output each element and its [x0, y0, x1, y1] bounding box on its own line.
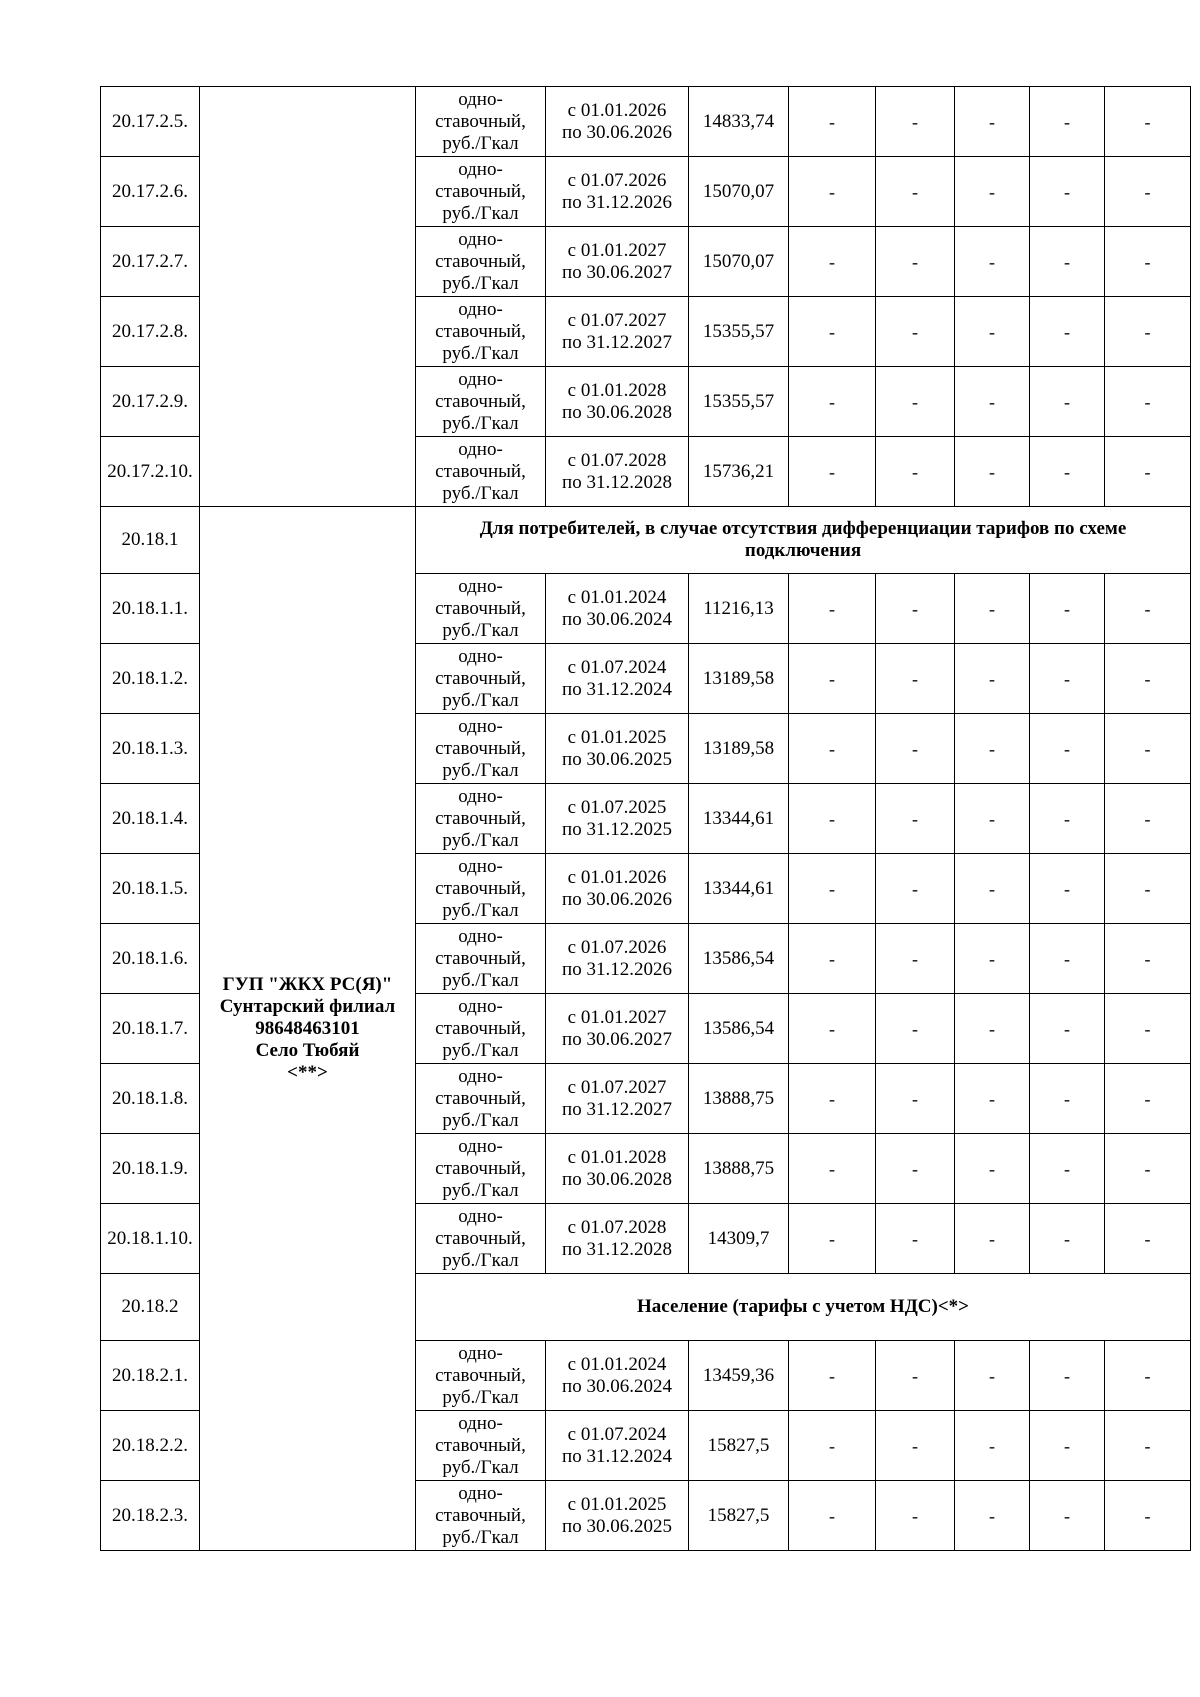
period-from: с 01.01.2025	[567, 726, 667, 748]
tariff-value: 13344,61	[689, 784, 789, 854]
empty-value-dash: -	[1105, 854, 1191, 924]
empty-value-dash: -	[955, 87, 1030, 157]
period-to: по 31.12.2027	[562, 1098, 672, 1120]
empty-value-dash: -	[789, 437, 876, 507]
empty-value-dash: -	[876, 1481, 955, 1551]
empty-value-dash: -	[876, 297, 955, 367]
period-from: с 01.01.2024	[567, 586, 667, 608]
tariff-value: 15355,57	[689, 297, 789, 367]
tariff-value: 13189,58	[689, 714, 789, 784]
row-number: 20.18.1.10.	[101, 1204, 200, 1274]
period-to: по 30.06.2026	[562, 888, 672, 910]
rate-type-line: ставочный,	[435, 250, 526, 272]
period-to: по 30.06.2028	[562, 1168, 672, 1190]
empty-value-dash: -	[876, 157, 955, 227]
rate-type-line: одно-	[458, 575, 503, 597]
organization-line5: <**>	[287, 1061, 328, 1083]
empty-value-dash: -	[1105, 574, 1191, 644]
rate-type-unit: руб./Гкал	[442, 1109, 519, 1131]
tariff-value: 13586,54	[689, 994, 789, 1064]
empty-value-dash: -	[955, 1411, 1030, 1481]
empty-value-dash: -	[1030, 1481, 1105, 1551]
period-from: с 01.07.2026	[567, 169, 667, 191]
tariff-value: 15827,5	[689, 1411, 789, 1481]
empty-value-dash: -	[789, 784, 876, 854]
rate-type-line: одно-	[458, 1412, 503, 1434]
empty-value-dash: -	[789, 1411, 876, 1481]
rate-type-line: ставочный,	[435, 737, 526, 759]
rate-type-line: ставочный,	[435, 1364, 526, 1386]
empty-value-dash: -	[1030, 227, 1105, 297]
rate-type-unit: руб./Гкал	[442, 482, 519, 504]
empty-value-dash: -	[876, 1134, 955, 1204]
rate-type-line: одно-	[458, 1205, 503, 1227]
empty-value-dash: -	[876, 87, 955, 157]
row-number: 20.18.1.4.	[101, 784, 200, 854]
section-header-row	[101, 507, 1191, 574]
empty-value-dash: -	[955, 437, 1030, 507]
empty-value-dash: -	[955, 1134, 1030, 1204]
rate-type-cell	[416, 227, 546, 297]
period-to: по 30.06.2028	[562, 401, 672, 423]
tariff-table	[100, 86, 1191, 1551]
org-cell-empty	[200, 87, 416, 507]
empty-value-dash: -	[876, 1341, 955, 1411]
empty-value-dash: -	[1105, 714, 1191, 784]
empty-value-dash: -	[789, 924, 876, 994]
period-to: по 30.06.2027	[562, 261, 672, 283]
tariff-value: 13344,61	[689, 854, 789, 924]
tariff-value: 15736,21	[689, 437, 789, 507]
rate-type-line: одно-	[458, 228, 503, 250]
rate-type-line: ставочный,	[435, 947, 526, 969]
empty-value-dash: -	[876, 714, 955, 784]
period-cell	[546, 1481, 689, 1551]
tariff-value: 14833,74	[689, 87, 789, 157]
empty-value-dash: -	[1030, 784, 1105, 854]
empty-value-dash: -	[1105, 924, 1191, 994]
rate-type-unit: руб./Гкал	[442, 1249, 519, 1271]
rate-type-cell	[416, 714, 546, 784]
empty-value-dash: -	[1105, 437, 1191, 507]
tariff-value: 13459,36	[689, 1341, 789, 1411]
empty-value-dash: -	[789, 227, 876, 297]
tariff-value: 11216,13	[689, 574, 789, 644]
empty-value-dash: -	[1105, 1064, 1191, 1134]
empty-value-dash: -	[1105, 297, 1191, 367]
row-number: 20.17.2.6.	[101, 157, 200, 227]
period-to: по 30.06.2024	[562, 1375, 672, 1397]
rate-type-line: ставочный,	[435, 1504, 526, 1526]
empty-value-dash: -	[1030, 1064, 1105, 1134]
rate-type-cell	[416, 367, 546, 437]
empty-value-dash: -	[789, 1341, 876, 1411]
rate-type-unit: руб./Гкал	[442, 412, 519, 434]
period-to: по 31.12.2025	[562, 818, 672, 840]
empty-value-dash: -	[1030, 644, 1105, 714]
tariff-value: 14309,7	[689, 1204, 789, 1274]
empty-value-dash: -	[876, 227, 955, 297]
period-cell	[546, 367, 689, 437]
period-cell	[546, 854, 689, 924]
rate-type-unit: руб./Гкал	[442, 1386, 519, 1408]
empty-value-dash: -	[876, 854, 955, 924]
empty-value-dash: -	[789, 1481, 876, 1551]
empty-value-dash: -	[1030, 854, 1105, 924]
period-to: по 31.12.2026	[562, 958, 672, 980]
empty-value-dash: -	[955, 297, 1030, 367]
period-to: по 31.12.2028	[562, 471, 672, 493]
empty-value-dash: -	[955, 924, 1030, 994]
rate-type-cell	[416, 1411, 546, 1481]
tariff-value: 15355,57	[689, 367, 789, 437]
period-from: с 01.01.2026	[567, 99, 667, 121]
row-number: 20.18.1.6.	[101, 924, 200, 994]
empty-value-dash: -	[876, 437, 955, 507]
empty-value-dash: -	[876, 367, 955, 437]
empty-value-dash: -	[1030, 994, 1105, 1064]
empty-value-dash: -	[1105, 1341, 1191, 1411]
rate-type-unit: руб./Гкал	[442, 202, 519, 224]
empty-value-dash: -	[955, 644, 1030, 714]
period-cell	[546, 714, 689, 784]
organization-line2: Сунтарский филиал	[219, 995, 396, 1017]
empty-value-dash: -	[1030, 297, 1105, 367]
period-from: с 01.01.2026	[567, 866, 667, 888]
period-cell	[546, 87, 689, 157]
row-number: 20.18.1.3.	[101, 714, 200, 784]
empty-value-dash: -	[789, 1064, 876, 1134]
empty-value-dash: -	[955, 854, 1030, 924]
period-cell	[546, 297, 689, 367]
period-from: с 01.01.2025	[567, 1493, 667, 1515]
rate-type-line: одно-	[458, 368, 503, 390]
empty-value-dash: -	[876, 644, 955, 714]
row-number: 20.18.2.2.	[101, 1411, 200, 1481]
rate-type-line: одно-	[458, 1342, 503, 1364]
empty-value-dash: -	[789, 644, 876, 714]
rate-type-cell	[416, 574, 546, 644]
empty-value-dash: -	[1030, 714, 1105, 784]
period-from: с 01.07.2028	[567, 1216, 667, 1238]
empty-value-dash: -	[876, 1411, 955, 1481]
rate-type-cell	[416, 1204, 546, 1274]
period-from: с 01.01.2027	[567, 1006, 667, 1028]
empty-value-dash: -	[876, 784, 955, 854]
rate-type-cell	[416, 1134, 546, 1204]
period-to: по 30.06.2026	[562, 121, 672, 143]
empty-value-dash: -	[789, 854, 876, 924]
section-number: 20.18.1	[101, 507, 200, 574]
rate-type-line: одно-	[458, 158, 503, 180]
period-cell	[546, 437, 689, 507]
empty-value-dash: -	[876, 994, 955, 1064]
empty-value-dash: -	[1105, 1134, 1191, 1204]
empty-value-dash: -	[1105, 227, 1191, 297]
empty-value-dash: -	[955, 994, 1030, 1064]
rate-type-unit: руб./Гкал	[442, 132, 519, 154]
rate-type-line: одно-	[458, 1482, 503, 1504]
empty-value-dash: -	[1030, 437, 1105, 507]
row-number: 20.17.2.9.	[101, 367, 200, 437]
rate-type-cell	[416, 157, 546, 227]
empty-value-dash: -	[789, 994, 876, 1064]
empty-value-dash: -	[955, 1341, 1030, 1411]
period-to: по 30.06.2025	[562, 1515, 672, 1537]
rate-type-line: ставочный,	[435, 1434, 526, 1456]
empty-value-dash: -	[955, 574, 1030, 644]
section-title: Для потребителей, в случае отсутствия дифференциации тарифов по схеме подключения	[416, 507, 1191, 574]
rate-type-cell	[416, 297, 546, 367]
period-from: с 01.07.2024	[567, 656, 667, 678]
rate-type-unit: руб./Гкал	[442, 969, 519, 991]
empty-value-dash: -	[955, 227, 1030, 297]
period-to: по 31.12.2026	[562, 191, 672, 213]
empty-value-dash: -	[876, 1204, 955, 1274]
empty-value-dash: -	[955, 714, 1030, 784]
row-number: 20.18.1.1.	[101, 574, 200, 644]
period-cell	[546, 1341, 689, 1411]
section-number: 20.18.2	[101, 1274, 200, 1341]
rate-type-unit: руб./Гкал	[442, 899, 519, 921]
period-to: по 31.12.2027	[562, 331, 672, 353]
rate-type-line: ставочный,	[435, 320, 526, 342]
rate-type-unit: руб./Гкал	[442, 1039, 519, 1061]
rate-type-line: одно-	[458, 645, 503, 667]
row-number: 20.18.1.7.	[101, 994, 200, 1064]
tariff-value: 13586,54	[689, 924, 789, 994]
period-cell	[546, 784, 689, 854]
section-title: Население (тарифы с учетом НДС)<*>	[416, 1274, 1191, 1341]
tariff-value: 15070,07	[689, 157, 789, 227]
rate-type-line: одно-	[458, 88, 503, 110]
empty-value-dash: -	[1105, 784, 1191, 854]
period-to: по 30.06.2027	[562, 1028, 672, 1050]
rate-type-line: ставочный,	[435, 667, 526, 689]
rate-type-line: одно-	[458, 855, 503, 877]
rate-type-unit: руб./Гкал	[442, 689, 519, 711]
rate-type-line: одно-	[458, 785, 503, 807]
period-cell	[546, 1064, 689, 1134]
empty-value-dash: -	[1105, 157, 1191, 227]
rate-type-cell	[416, 1481, 546, 1551]
empty-value-dash: -	[1030, 87, 1105, 157]
empty-value-dash: -	[955, 1481, 1030, 1551]
organization-line3: 98648463101	[255, 1017, 360, 1039]
rate-type-unit: руб./Гкал	[442, 1526, 519, 1548]
empty-value-dash: -	[789, 714, 876, 784]
empty-value-dash: -	[955, 1204, 1030, 1274]
empty-value-dash: -	[1030, 1134, 1105, 1204]
rate-type-cell	[416, 644, 546, 714]
empty-value-dash: -	[876, 1064, 955, 1134]
period-cell	[546, 1411, 689, 1481]
rate-type-line: ставочный,	[435, 1227, 526, 1249]
empty-value-dash: -	[955, 367, 1030, 437]
rate-type-line: одно-	[458, 1065, 503, 1087]
empty-value-dash: -	[789, 1204, 876, 1274]
empty-value-dash: -	[1105, 644, 1191, 714]
rate-type-line: ставочный,	[435, 1087, 526, 1109]
rate-type-line: одно-	[458, 715, 503, 737]
rate-type-line: ставочный,	[435, 877, 526, 899]
rate-type-cell	[416, 784, 546, 854]
rate-type-unit: руб./Гкал	[442, 1179, 519, 1201]
table-row	[101, 87, 1191, 157]
tariff-value: 15070,07	[689, 227, 789, 297]
rate-type-unit: руб./Гкал	[442, 342, 519, 364]
row-number: 20.18.2.1.	[101, 1341, 200, 1411]
empty-value-dash: -	[955, 157, 1030, 227]
rate-type-unit: руб./Гкал	[442, 1456, 519, 1478]
empty-value-dash: -	[789, 1134, 876, 1204]
rate-type-cell	[416, 854, 546, 924]
row-number: 20.17.2.8.	[101, 297, 200, 367]
rate-type-line: ставочный,	[435, 1157, 526, 1179]
row-number: 20.18.1.9.	[101, 1134, 200, 1204]
empty-value-dash: -	[1030, 367, 1105, 437]
rate-type-line: одно-	[458, 925, 503, 947]
empty-value-dash: -	[1030, 1204, 1105, 1274]
empty-value-dash: -	[955, 1064, 1030, 1134]
period-cell	[546, 227, 689, 297]
period-from: с 01.07.2025	[567, 796, 667, 818]
period-cell	[546, 994, 689, 1064]
period-cell	[546, 644, 689, 714]
period-from: с 01.07.2027	[567, 309, 667, 331]
rate-type-line: одно-	[458, 298, 503, 320]
rate-type-unit: руб./Гкал	[442, 272, 519, 294]
period-to: по 31.12.2028	[562, 1238, 672, 1260]
tariff-value: 15827,5	[689, 1481, 789, 1551]
empty-value-dash: -	[1030, 574, 1105, 644]
rate-type-unit: руб./Гкал	[442, 759, 519, 781]
tariff-value: 13888,75	[689, 1064, 789, 1134]
period-cell	[546, 157, 689, 227]
empty-value-dash: -	[1030, 1411, 1105, 1481]
period-from: с 01.01.2024	[567, 1353, 667, 1375]
row-number: 20.18.2.3.	[101, 1481, 200, 1551]
rate-type-line: одно-	[458, 995, 503, 1017]
rate-type-line: одно-	[458, 1135, 503, 1157]
rate-type-line: ставочный,	[435, 180, 526, 202]
period-to: по 30.06.2025	[562, 748, 672, 770]
period-to: по 31.12.2024	[562, 1445, 672, 1467]
organization-cell	[200, 507, 416, 1551]
rate-type-cell	[416, 1064, 546, 1134]
row-number: 20.18.1.5.	[101, 854, 200, 924]
row-number: 20.17.2.10.	[101, 437, 200, 507]
row-number: 20.17.2.7.	[101, 227, 200, 297]
empty-value-dash: -	[1105, 994, 1191, 1064]
period-from: с 01.01.2028	[567, 379, 667, 401]
period-to: по 30.06.2024	[562, 608, 672, 630]
empty-value-dash: -	[1105, 1481, 1191, 1551]
row-number: 20.18.1.2.	[101, 644, 200, 714]
empty-value-dash: -	[876, 574, 955, 644]
rate-type-line: ставочный,	[435, 807, 526, 829]
tariff-table-body	[101, 87, 1191, 1551]
organization-line4: Село Тюбяй	[255, 1039, 360, 1061]
period-from: с 01.07.2027	[567, 1076, 667, 1098]
tariff-value: 13888,75	[689, 1134, 789, 1204]
rate-type-cell	[416, 1341, 546, 1411]
rate-type-cell	[416, 437, 546, 507]
empty-value-dash: -	[1105, 367, 1191, 437]
empty-value-dash: -	[789, 367, 876, 437]
tariff-value: 13189,58	[689, 644, 789, 714]
row-number: 20.17.2.5.	[101, 87, 200, 157]
row-number: 20.18.1.8.	[101, 1064, 200, 1134]
period-from: с 01.07.2026	[567, 936, 667, 958]
empty-value-dash: -	[789, 157, 876, 227]
empty-value-dash: -	[1105, 1204, 1191, 1274]
period-from: с 01.07.2028	[567, 449, 667, 471]
rate-type-unit: руб./Гкал	[442, 829, 519, 851]
rate-type-line: одно-	[458, 438, 503, 460]
period-cell	[546, 1134, 689, 1204]
empty-value-dash: -	[789, 87, 876, 157]
period-to: по 31.12.2024	[562, 678, 672, 700]
rate-type-line: ставочный,	[435, 597, 526, 619]
empty-value-dash: -	[1030, 157, 1105, 227]
period-cell	[546, 574, 689, 644]
period-cell	[546, 924, 689, 994]
rate-type-line: ставочный,	[435, 110, 526, 132]
empty-value-dash: -	[789, 574, 876, 644]
rate-type-line: ставочный,	[435, 390, 526, 412]
period-cell	[546, 1204, 689, 1274]
organization-line1: ГУП "ЖКХ РС(Я)"	[222, 973, 393, 995]
empty-value-dash: -	[1030, 924, 1105, 994]
period-from: с 01.01.2028	[567, 1146, 667, 1168]
empty-value-dash: -	[1105, 1411, 1191, 1481]
empty-value-dash: -	[955, 784, 1030, 854]
period-from: с 01.01.2027	[567, 239, 667, 261]
empty-value-dash: -	[789, 297, 876, 367]
rate-type-cell	[416, 994, 546, 1064]
rate-type-unit: руб./Гкал	[442, 619, 519, 641]
period-from: с 01.07.2024	[567, 1423, 667, 1445]
empty-value-dash: -	[1105, 87, 1191, 157]
rate-type-cell	[416, 924, 546, 994]
rate-type-line: ставочный,	[435, 460, 526, 482]
rate-type-line: ставочный,	[435, 1017, 526, 1039]
empty-value-dash: -	[1030, 1341, 1105, 1411]
empty-value-dash: -	[876, 924, 955, 994]
rate-type-cell	[416, 87, 546, 157]
